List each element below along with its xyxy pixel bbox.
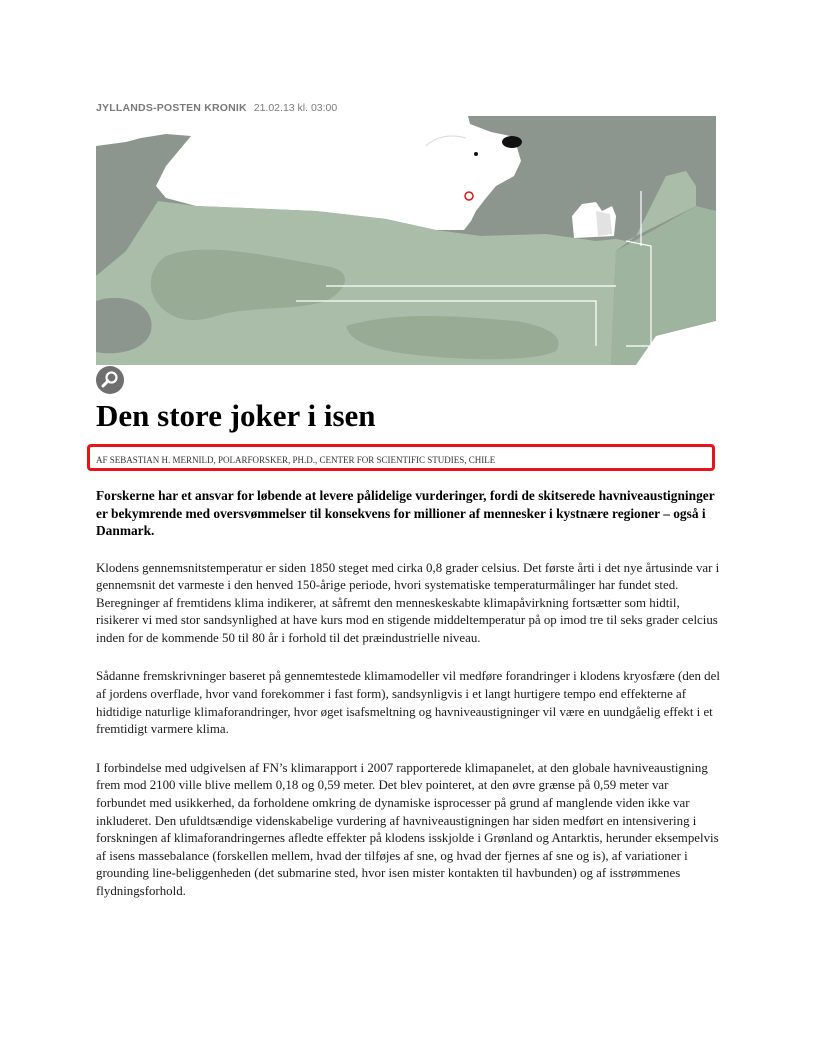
article-paragraph: Klodens gennemsnitstemperatur er siden 1850 steget med cirka 0,8 grader celsius. Det første årti i det nye årtusinde var i gennemsnit det varmeste i den henved 150-årige periode, hvori systematiske temperaturmålinger har fundet sted. Beregninger af fremtidens klima indikerer, at såfremt den menneskeskabte klimapåvirkning fortsætter som hidtil, risikerer vi med stor sandsynlighed at have kurs mod en stigende middeltemperatur på op imod tre til seks grader celcius inden for de kommende 50 til 80 år i forhold til det præindustrielle niveau.	[96, 560, 720, 645]
article-paragraph: Sådanne fremskrivninger baseret på gennemtestede klimamodeller vil medføre forandringer i klodens kryosfære (den del af jordens overflade, hvor vand forekommer i fast form), sandsynligvis i et langt hurtigere tempo end effekterne af hidtidige naturlige klimaforandringer, hvor øget isafsmeltning og havniveaustigninger vil være en uundgåelig effekt i et fremtidigt varmere klima.	[96, 669, 720, 737]
magnifier-icon[interactable]	[96, 366, 124, 394]
bear-nose	[502, 136, 522, 148]
publish-date: 21.02.13 kl. 03:00	[253, 102, 338, 114]
bear-eye	[474, 152, 478, 156]
polar-bear-illustration	[96, 116, 716, 365]
article-paragraph: I forbindelse med udgivelsen af FN’s klimarapport i 2007 rapporterede klimapanelet, at den globale havniveaustigning frem mod 2100 ville blive mellem 0,18 og 0,59 meter. Det blev pointeret, at den øvre grænse på 0,59 meter var forbundet med usikkerhed, da forholdene omkring de dynamiske isprocesser på grund af manglende viden ikke var inkluderet. Den ufuldtsændige videnskabelige vurdering af havniveaustigningen har siden medført en intensivering i forskningen af klimaforandringernes afledte effekter på klodens isskjolde i Grønland og Antarktis, herunder eksempelvis af isens massebalance (forskellen mellem, hvad der tilføjes af sne, og hvad der fjernes af sne og is), af variationer i grounding line-beliggenheden (det submarine sted, hvor isen mister kontakten til havbunden) og af isstrømmenes flydningsforhold.	[96, 760, 719, 898]
ice-cube-shadow	[596, 211, 612, 236]
article-title: Den store joker i isen	[96, 398, 376, 433]
hero-illustration	[96, 116, 716, 365]
article-body	[96, 487, 720, 922]
source-label: JYLLANDS-POSTEN KRONIK	[96, 102, 247, 114]
article-lead: Forskerne har et ansvar for løbende at levere pålidelige vurderinger, fordi de skitserede havniveaustigninger er bekymrende med oversvømmelser til konsekvens for millioner af mennesker i kystnære regioner – også i Danmark.	[96, 488, 715, 538]
byline: AF SEBASTIAN H. MERNILD, POLARFORSKER, PH.D., CENTER FOR SCIENTIFIC STUDIES, CHILE	[96, 455, 496, 465]
article-meta	[96, 102, 337, 114]
